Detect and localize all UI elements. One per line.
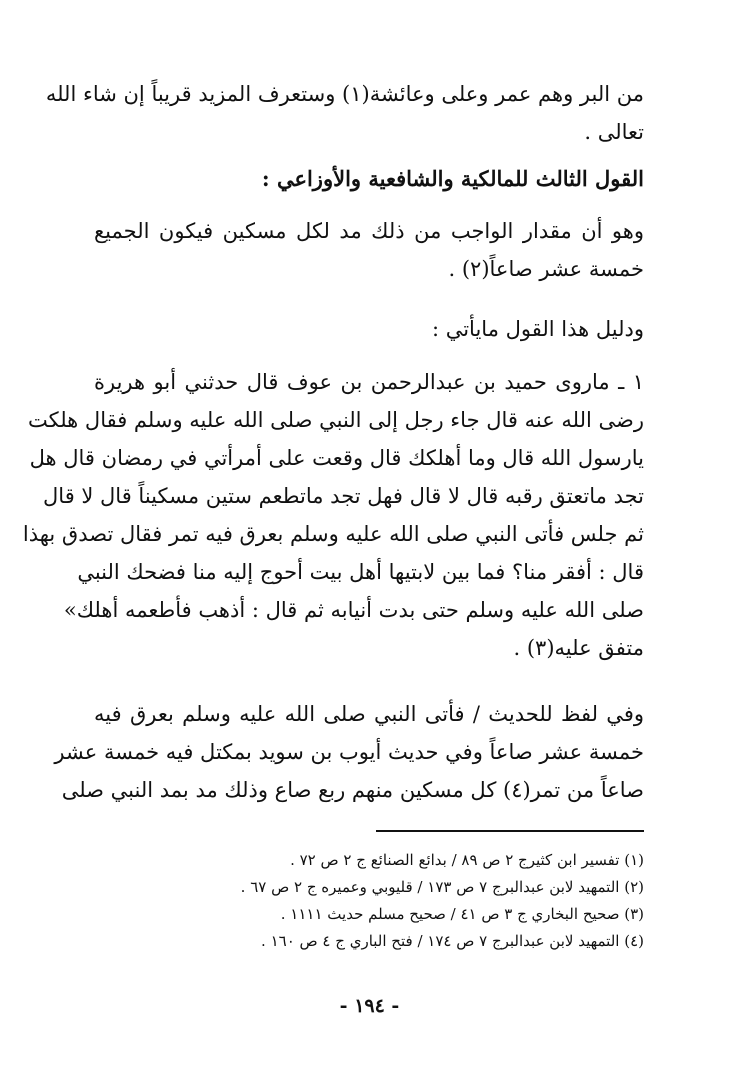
footnote-1: (١) تفسير ابن كثيرج ٢ ص ٨٩ / بدائع الصنائع ج ٢ ص ٧٢ . xyxy=(290,851,644,869)
body-line-13: صلى الله عليه وسلم حتى بدت أنيابه ثم قال : أذهب فأطعمه أهلك» xyxy=(63,598,644,622)
body-line-7: ١ ـ ماروى حميد بن عبدالرحمن بن عوف قال حدثني أبو هريرة xyxy=(94,370,644,394)
footnote-3: (٣) صحيح البخاري ج ٣ ص ٤١ / صحيح مسلم حديث ١١١١ . xyxy=(280,905,644,923)
body-line-8: رضى الله عنه قال جاء رجل إلى النبي صلى الله عليه وسلم فقال هلكت xyxy=(28,408,644,432)
footnote-2: (٢) التمهيد لابن عبدالبرج ٧ ص ١٧٣ / قليوبي وعميره ج ٢ ص ٦٧ . xyxy=(240,878,644,896)
footnote-divider xyxy=(376,830,644,832)
body-line-11: ثم جلس فأتى النبي صلى الله عليه وسلم بعرق فيه تمر فقال تصدق بهذا xyxy=(22,522,644,546)
body-line-4: وهو أن مقدار الواجب من ذلك مد لكل مسكين فيكون الجميع xyxy=(94,219,644,243)
body-line-15: وفي لفظ للحديث / فأتى النبي صلى الله عليه وسلم بعرق فيه xyxy=(94,702,644,726)
footnote-4: (٤) التمهيد لابن عبدالبرج ٧ ص ١٧٤ / فتح الباري ج ٤ ص ١٦٠ . xyxy=(261,932,644,950)
page-number: - ١٩٤ - xyxy=(339,995,400,1017)
body-line-17: صاعاً من تمر(٤) كل مسكين منهم ربع صاع وذلك مد بمد النبي صلى xyxy=(61,778,644,802)
body-line-14: متفق عليه(٣) . xyxy=(513,636,644,660)
body-line-12: قال : أفقر منا؟ فما بين لابتيها أهل بيت أحوج إليه منا فضحك النبي xyxy=(77,560,644,584)
body-line-6: ودليل هذا القول مايأتي : xyxy=(431,317,644,341)
body-line-2: تعالى . xyxy=(584,120,644,144)
section-heading: القول الثالث للمالكية والشافعية والأوزاعي : xyxy=(261,166,644,191)
body-line-10: تجد ماتعتق رقبه قال لا قال فهل تجد ماتطعم ستين مسكيناً قال لا قال xyxy=(43,484,644,508)
body-line-16: خمسة عشر صاعاً وفي حديث أيوب بن سويد بمكتل فيه خمسة عشر xyxy=(54,740,644,764)
body-line-9: يارسول الله قال وما أهلكك قال وقعت على أمرأتي في رمضان قال هل xyxy=(29,446,644,470)
body-line-5: خمسة عشر صاعاً(٢) . xyxy=(448,257,644,281)
body-line-1: من البر وهم عمر وعلى وعائشة(١) وستعرف المزيد قريباً إن شاء الله xyxy=(45,82,644,106)
